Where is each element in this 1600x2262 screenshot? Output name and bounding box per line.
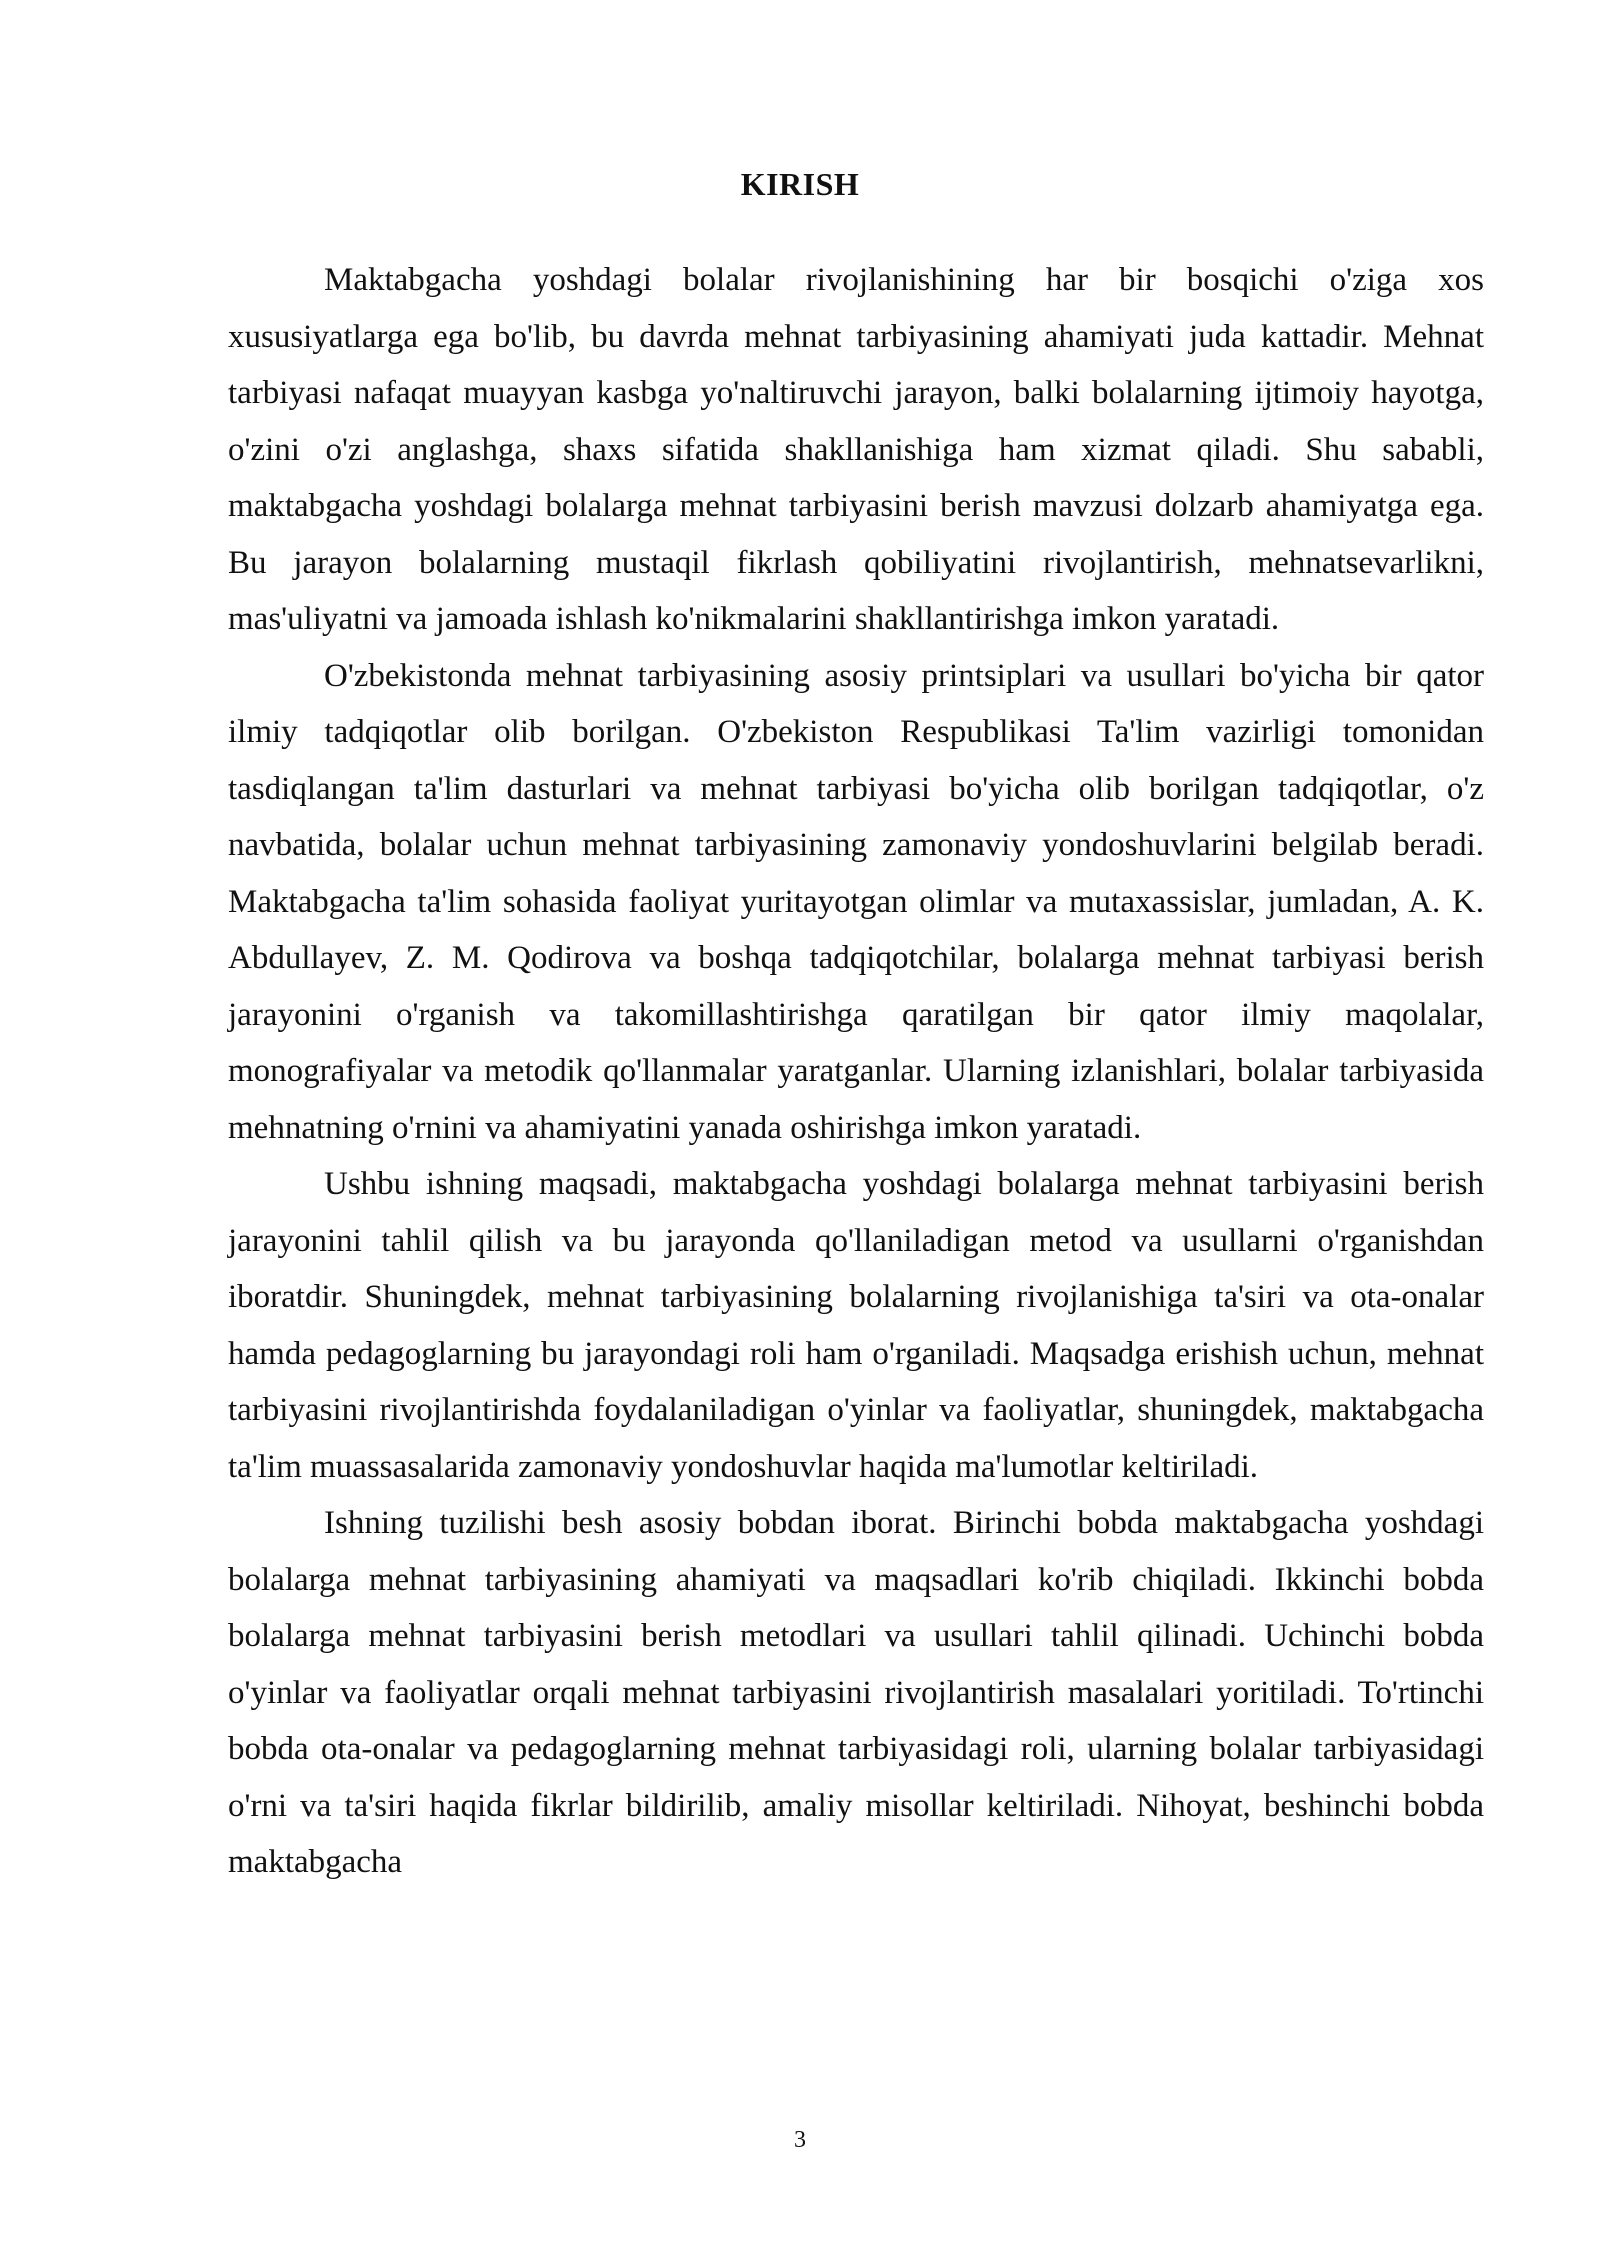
body-text (228, 252, 1484, 1891)
paragraph-2: O'zbekistonda mehnat tarbiyasining asosiy printsiplari va usullari bo'yicha bir qator ilmiy tadqiqotlar olib borilgan. O'zbekiston Respublikasi Ta'lim vazirligi tomonidan tasdiqlangan ta'lim dasturlari va mehnat tarbiyasi bo'yicha olib borilgan tadqiqotlar, o'z navbatida, bolalar uchun mehnat tarbiyasining zamonaviy yondoshuvlarini belgilab beradi. Maktabgacha ta'lim sohasida faoliyat yuritayotgan olimlar va mutaxassislar, jumladan, A. K. Abdullayev, Z. M. Qodirova va boshqa tadqiqotchilar, bolalarga mehnat tarbiyasi berish jarayonini o'rganish va takomillashtirishga qaratilgan bir qator ilmiy maqolalar, monografiyalar va metodik qo'llanmalar yaratganlar. Ularning izlanishlari, bolalar tarbiyasida mehnatning o'rnini va ahamiyatini yanada oshirishga imkon yaratadi. (228, 657, 1484, 1146)
paragraph-1: Maktabgacha yoshdagi bolalar rivojlanishining har bir bosqichi o'ziga xos xususiyatlarga ega bo'lib, bu davrda mehnat tarbiyasining ahamiyati juda kattadir. Mehnat tarbiyasi nafaqat muayyan kasbga yo'naltiruvchi jarayon, balki bolalarning ijtimoiy hayotga, o'zini o'zi anglashga, shaxs sifatida shakllanishiga ham xizmat qiladi. Shu sababli, maktabgacha yoshdagi bolalarga mehnat tarbiyasini berish mavzusi dolzarb ahamiyatga ega. Bu jarayon bolalarning mustaqil fikrlash qobiliyatini rivojlantirish, mehnatsevarlikni, mas'uliyatni va jamoada ishlash ko'nikmalarini shakllantirishga imkon yaratadi. (228, 262, 1484, 637)
paragraph-4: Ishning tuzilishi besh asosiy bobdan iborat. Birinchi bobda maktabgacha yoshdagi bolalarga mehnat tarbiyasining ahamiyati va maqsadlari ko'rib chiqiladi. Ikkinchi bobda bolalarga mehnat tarbiyasini berish metodlari va usullari tahlil qilinadi. Uchinchi bobda o'yinlar va faoliyatlar orqali mehnat tarbiyasini rivojlantirish masalalari yoritiladi. To'rtinchi bobda ota-onalar va pedagoglarning mehnat tarbiyasidagi roli, ularning bolalar tarbiyasidagi o'rni va ta'siri haqida fikrlar bildirilib, amaliy misollar keltiriladi. Nihoyat, beshinchi bobda maktabgacha (228, 1505, 1484, 1880)
paragraph-3: Ushbu ishning maqsadi, maktabgacha yoshdagi bolalarga mehnat tarbiyasini berish jarayonini tahlil qilish va bu jarayonda qo'llaniladigan metod va usullarni o'rganishdan iboratdir. Shuningdek, mehnat tarbiyasining bolalarning rivojlanishiga ta'siri va ota-onalar hamda pedagoglarning bu jarayondagi roli ham o'rganiladi. Maqsadga erishish uchun, mehnat tarbiyasini rivojlantirishda foydalaniladigan o'yinlar va faoliyatlar, shuningdek, maktabgacha ta'lim muassasalarida zamonaviy yondoshuvlar haqida ma'lumotlar keltiriladi. (228, 1166, 1484, 1485)
page-number: 3 (794, 2127, 806, 2153)
page-title: KIRISH (740, 166, 860, 202)
